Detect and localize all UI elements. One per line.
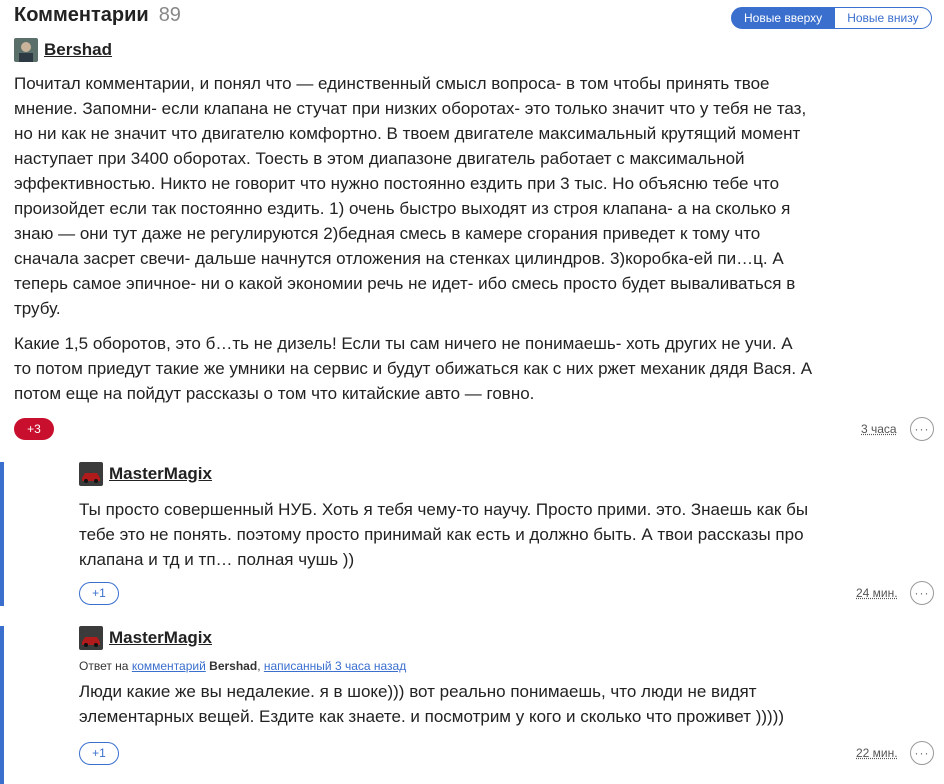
ellipsis-icon[interactable]: ··· — [910, 581, 934, 605]
author-name[interactable]: MasterMagix — [109, 628, 212, 647]
author-name[interactable]: MasterMagix — [109, 464, 212, 483]
comment-reply — [79, 462, 819, 572]
reply-to-prefix: Ответ на — [79, 659, 129, 673]
comments-title: Комментарии — [14, 4, 149, 26]
reply-to-info: Ответ на комментарий Bershad, написанный 3 часа назад — [79, 659, 407, 673]
comment-author — [14, 38, 814, 62]
thread-line — [0, 626, 4, 784]
vote-button[interactable]: +3 — [14, 418, 54, 440]
comments-header — [14, 4, 181, 30]
avatar[interactable] — [79, 462, 103, 486]
comment-paragraph: Люди какие же вы недалекие. я в шоке))) вот реально понимаешь, что люди не видят элементарных вещей. Ездите как знаете. и посмотрим у кого и сколько что проживет ))))) — [79, 682, 785, 726]
comment-paragraph: Какие 1,5 оборотов, это б…ть не дизель! Если ты сам ничего не понимаешь- хоть других не учи. А то потом приедут такие же умники на сервис и будут обижаться как с них ржет механик дядя Вася. А потом еще на пойдут рассказы о том что китайские авто — говно. — [14, 334, 813, 403]
comment — [14, 38, 814, 406]
comment-author — [79, 462, 819, 486]
ellipsis-icon[interactable]: ··· — [910, 741, 934, 765]
comment-text — [79, 679, 819, 729]
sort-toggle — [731, 7, 932, 29]
comments-count: 89 — [158, 4, 181, 26]
comment-author — [79, 626, 819, 650]
reply-to-time-link[interactable]: написанный 3 часа назад — [263, 659, 407, 673]
sort-newest-button[interactable]: Новые вверху — [731, 7, 835, 29]
comment-paragraph: Почитал комментарии, и понял что — единственный смысл вопроса- в том чтобы принять твое мнение. Запомни- если клапана не стучат при низких оборотах- это только значит что у тебя не таз, но ни как не значит что двигателю комфортно. В твоем двигателе максимальный крутящий момент наступает при 3400 оборотах. Тоесть в этом диапазоне двигатель работает с максимальной эффективностью. Никто не говорит что нужно постоянно ездить при 3 тыс. Но объясню тебе что произойдет если так постоянно ездить. 1) очень быстро выходят из строя клапана- а на сколько я знаю — они тут даже не регулируются 2)бедная смесь в камере сгорания приведет к тому что сначала засрет свечи- дальше начнутся отложения на стенках цилиндров. 3)коробка-ей пи…ц. А теперь самое эпичное- ни о какой экономии речь не идет- ибо смесь просто будет вываливаться в трубу. — [14, 74, 807, 318]
reply-to-link[interactable]: комментарий — [131, 659, 206, 673]
ellipsis-icon[interactable]: ··· — [910, 417, 934, 441]
comment-text — [79, 497, 819, 572]
reply-to-author[interactable]: Bershad — [209, 659, 258, 673]
avatar[interactable] — [79, 626, 103, 650]
avatar[interactable] — [14, 38, 38, 62]
author-name[interactable]: Bershad — [44, 40, 113, 59]
vote-button[interactable]: +1 — [79, 582, 119, 605]
comment-text — [14, 71, 814, 406]
vote-button[interactable]: +1 — [79, 742, 119, 765]
comment-reply — [79, 626, 819, 729]
sort-oldest-button[interactable]: Новые внизу — [835, 7, 931, 29]
comment-time[interactable]: 24 мин. — [856, 586, 898, 600]
comment-time[interactable]: 3 часа — [861, 422, 897, 436]
comment-paragraph: Ты просто совершенный НУБ. Хоть я тебя чему-то научу. Просто прими. это. Знаешь как бы тебе это не понять. поэтому просто принимай как есть и должно быть. А твои рассказы про клапана и тд и тп… полная чушь )) — [79, 500, 809, 569]
comment-time[interactable]: 22 мин. — [856, 746, 898, 760]
thread-line — [0, 462, 4, 606]
